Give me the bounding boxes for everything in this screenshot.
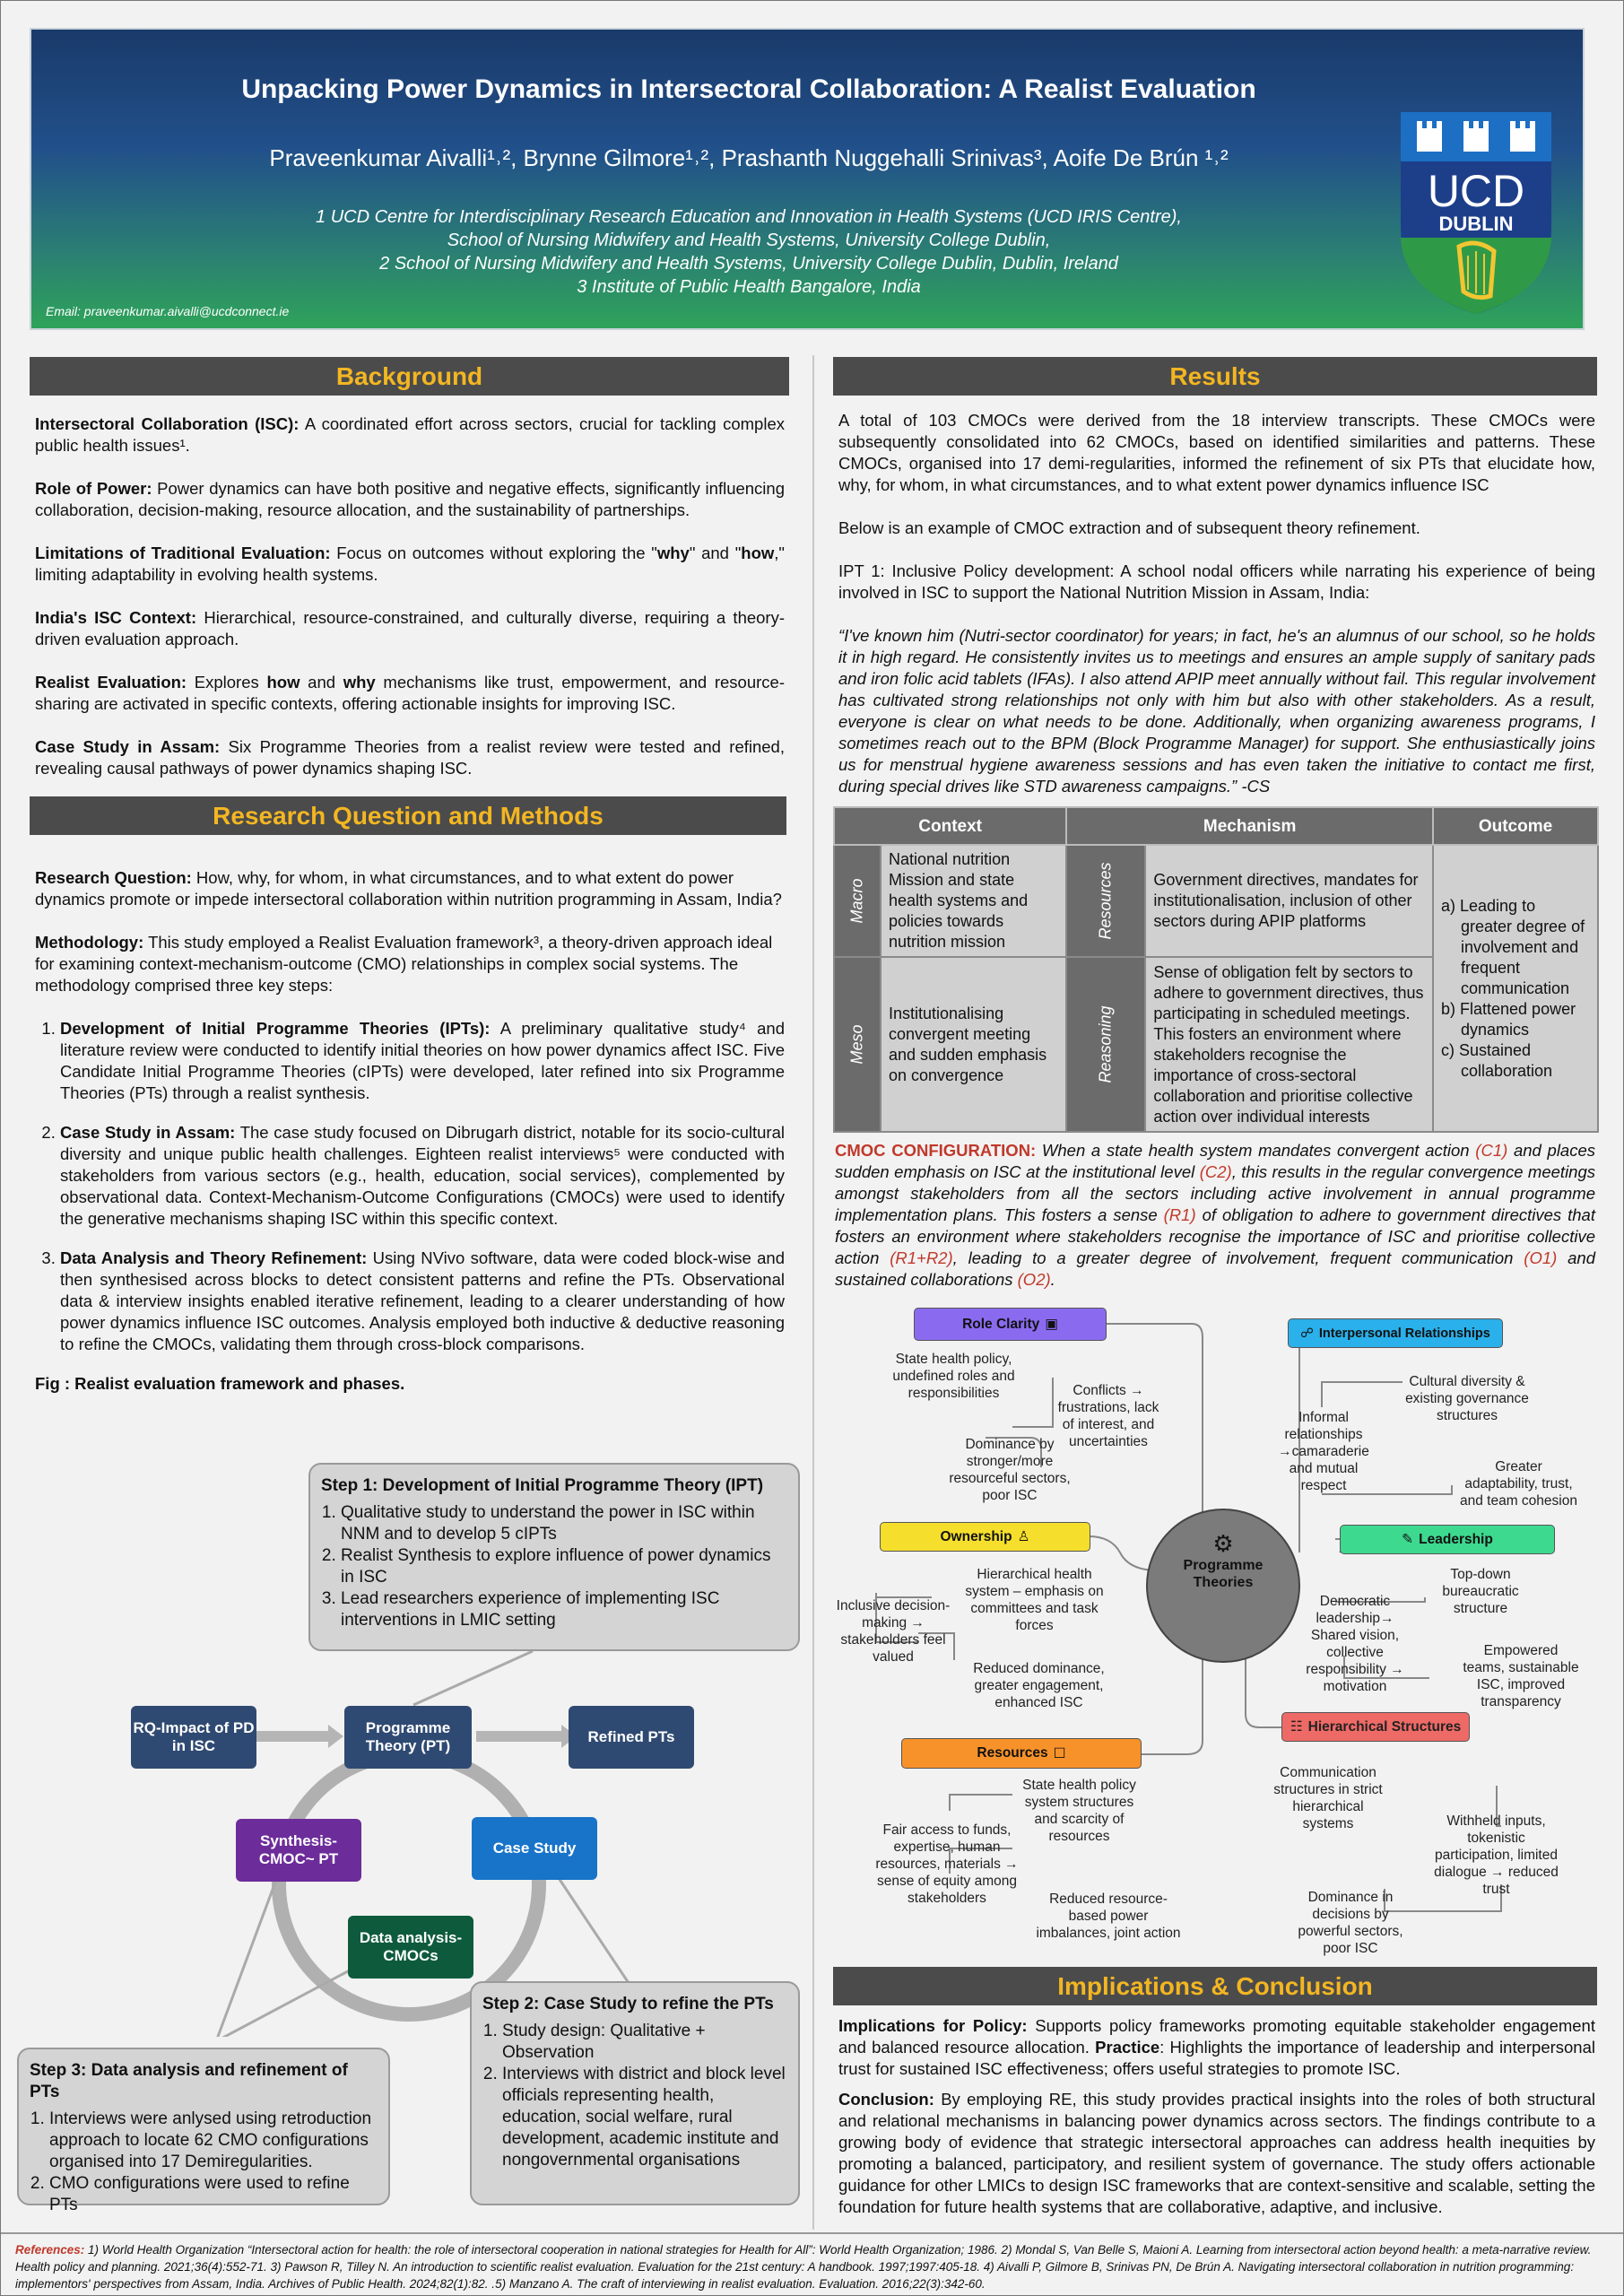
assam-label: Case Study in Assam: <box>35 737 221 756</box>
step1-box <box>308 1463 800 1651</box>
cmoc-text: of obligation to adhere to government directives that fosters an environment where stakeholders recognise the importance of ISC and prioritise collective action <box>835 1205 1595 1267</box>
step3-box <box>17 2048 390 2214</box>
step-3-text: Using NVivo software, data were coded block-wise and then synthesised across blocks to detect consistent patterns and refine the PTs. Observational data & interview insights enabled iterative refinement, leading to a clearer understanding of how power dynamics influence ISC outcomes. Analysis employed both inductive & deductive reasoning to refine the CMOCs, validating them through cross-block comparisons. <box>60 1248 785 1353</box>
rq-impact-node: RQ-Impact of PD in ISC <box>131 1706 256 1769</box>
reasoning-label: Reasoning <box>1096 1005 1115 1083</box>
step-2-text: The case study focused on Dibrugarh district, notable for its socio-cultural diversity and unique public health challenges. Eighteen realist interviews⁵ were conducted with stakeholders from various sectors (e.g., health, education, social services), complemented by observational data. Context-Mechanism-Outcome Configurations (CMOCs) were used to identify the generative mechanisms shaping ISC within this specific context. <box>60 1123 785 1228</box>
resources-label-pill: Resources <box>977 1745 1048 1761</box>
figure-caption: Fig : Realist evaluation framework and phases. <box>35 1374 405 1393</box>
interpersonal-pill <box>1288 1318 1503 1348</box>
realist-text-b: and <box>300 673 343 691</box>
quote-attribution: -CS <box>1237 777 1271 796</box>
own-note-c: Reduced dominance, greater engagement, enhanced ISC <box>973 1661 1105 1710</box>
outcome-item: a) Leading to greater degree of involvement and frequent communication <box>1441 896 1585 997</box>
people-icon: ♙ <box>1017 1529 1030 1544</box>
inter-link-a <box>1322 1382 1403 1407</box>
cmoc-c1: (C1) <box>1475 1141 1508 1160</box>
step2-item: 2. Interviews with district and block level officials representing health, education, social welfare, rural development, academic institute and nongovernmental organisations <box>502 2064 787 2171</box>
limits-how: how <box>741 544 775 562</box>
role-note-a: State health policy, undefined roles and responsibilities <box>892 1352 1015 1401</box>
res-note-c: Reduced resource-based power imbalances, joint action <box>1036 1892 1181 1941</box>
role-note-c: Dominance by stronger/more resourceful sectors, poor ISC <box>949 1437 1071 1503</box>
references-label: References: <box>15 2243 85 2257</box>
own-note-a: Hierarchical health system – emphasis on committees and task forces <box>965 1567 1104 1633</box>
role-clarity-pill <box>914 1308 1107 1341</box>
step2-item: 1. Study design: Qualitative + Observation <box>502 2021 787 2064</box>
affiliation-1: 1 UCD Centre for Interdisciplinary Research Education and Innovation in Health Systems (UCD IRIS Centre), <box>316 207 1182 227</box>
interpersonal-label: Interpersonal Relationships <box>1318 1326 1490 1341</box>
meso-label: Meso <box>847 1024 866 1065</box>
method-step-3 <box>60 1248 785 1355</box>
cmoc-text: and places sudden emphasis on ISC at the institutional level <box>835 1141 1596 1181</box>
step2-list <box>482 2021 787 2171</box>
results-heading: Results <box>833 357 1597 396</box>
india-label: India's ISC Context: <box>35 608 197 627</box>
methods-heading: Research Question and Methods <box>30 796 786 835</box>
conclusion-label: Conclusion: <box>838 2090 934 2109</box>
method-steps <box>35 1018 785 1355</box>
ipt1-intro: IPT 1: Inclusive Policy development: A school nodal officers while narrating his experience of being involved in ISC to support the National Nutrition Mission in Assam, India: <box>838 561 1595 602</box>
case-study-node: Case Study <box>472 1817 597 1880</box>
policy-text: Supports policy frameworks promoting equitable stakeholder engagement and balanced resource allocation. <box>838 2016 1595 2057</box>
meso-context: Institutionalising convergent meeting and sudden emphasis on convergence <box>881 957 1066 1132</box>
rq-text: How, why, for whom, in what circumstances, and to what extent do power dynamics promote or impede intersectoral collaboration within nutrition programming in Assam, India? <box>35 868 782 909</box>
lead-note-c: Empowered teams, sustainable ISC, improved transparency <box>1463 1643 1579 1709</box>
theories-icon: ⚙ <box>1212 1530 1234 1557</box>
meso-label-cell <box>834 957 881 1132</box>
programme-theory-node: Programme Theory (PT) <box>344 1706 472 1769</box>
poster-header <box>30 28 1585 330</box>
practice-text: : Highlights the importance of leadership and interpersonal trust for sustained ISC effectiveness; offers useful strategies to promote ISC. <box>838 2038 1595 2078</box>
cmoc-r1: (R1) <box>1163 1205 1196 1224</box>
step3-title: Step 3: Data analysis and refinement of PTs <box>30 2061 348 2101</box>
affiliation-3: 3 Institute of Public Health Bangalore, India <box>577 277 921 297</box>
affiliation-2: 2 School of Nursing Midwifery and Health Systems, University College Dublin, Dublin, Ireland <box>379 254 1118 274</box>
references <box>1 2232 1623 2295</box>
step3-item: 1. Interviews were anlysed using retroduction approach to locate 62 CMO configurations organised into 17 Demiregularities. <box>49 2109 378 2173</box>
id-card-icon: ▣ <box>1045 1317 1058 1332</box>
outcome-cell <box>1433 845 1598 1132</box>
macro-context: National nutrition Mission and state health systems and policies towards nutrition mission <box>881 845 1066 957</box>
step1-item: 3. Lead researchers experience of implementing ISC interventions in LMIC setting <box>341 1588 787 1631</box>
affiliations <box>31 205 1466 299</box>
realist-why: why <box>343 673 376 691</box>
step3-item: 2. CMO configurations were used to refine PTs <box>49 2173 378 2216</box>
method-step-1 <box>60 1018 785 1104</box>
methodology-text: This study employed a Realist Evaluation framework³, a theory-driven approach ideal for examining context-mechanism-outcome (CMO) relationships in complex social systems. The methodology comprised three key steps: <box>35 933 773 995</box>
reasoning-mechanism: Sense of obligation felt by sectors to adhere to government directives, thus participating in scheduled meetings. This fosters an environment where stakeholders recognise the importance of cross-sectoral collaboration and prioritise collective action over individual interests <box>1145 957 1433 1132</box>
poster-title: Unpacking Power Dynamics in Intersectoral Collaboration: A Realist Evaluation <box>241 74 1256 104</box>
power-label: Role of Power: <box>35 479 152 498</box>
realist-text-a: Explores <box>187 673 267 691</box>
res-note-b: Fair access to funds, expertise, human resources, materials → sense of equity among stakeholders <box>875 1822 1019 1906</box>
cmoc-o2: (O2) <box>1017 1270 1051 1289</box>
realist-label: Realist Evaluation: <box>35 673 187 691</box>
step1-item: 1. Qualitative study to understand the power in ISC within NNM and to develop 5 cIPTs <box>341 1502 787 1545</box>
assam-text: Six Programme Theories from a realist review were tested and refined, revealing causal pathways of power dynamics shaping ISC. <box>35 737 785 778</box>
cmoc-text: . <box>1050 1270 1055 1289</box>
macro-label-cell <box>834 845 881 957</box>
data-analysis-node: Data analysis- CMOCs <box>348 1916 473 1979</box>
cmoc-r1r2: (R1+R2) <box>890 1248 953 1267</box>
realist-text-c: mechanisms like trust, empowerment, and resource-sharing are activated in specific contexts, offering actionable insights for improving ISC. <box>35 673 785 713</box>
cmoc-label: CMOC CONFIGURATION: <box>835 1141 1037 1160</box>
hierarchical-pill <box>1281 1712 1470 1742</box>
cmoc-text: When a state health system mandates convergent action <box>1036 1141 1476 1160</box>
programme-theories-center <box>1158 1530 1289 1591</box>
email: Email: praveenkumar.aivalli@ucdconnect.ie <box>46 304 290 318</box>
hand-coins-icon: ☐ <box>1053 1745 1066 1761</box>
affiliation-1b: School of Nursing Midwifery and Health Systems, University College Dublin, <box>447 230 1051 250</box>
cmoc-text: and sustained collaborations <box>835 1248 1595 1289</box>
cmoc-o1: (O1) <box>1524 1248 1558 1267</box>
realist-how: how <box>266 673 300 691</box>
method-step-2 <box>60 1122 785 1230</box>
ucd-logo <box>1401 112 1551 314</box>
references-text: 1) World Health Organization “Intersectoral action for health: the role of intersectoral cooperation in national strategies for Health for All”: World Health Organization; 1986. 2) Mondal S, Van Belle S, Maioni A. Learning from intersectoral action beyond health: a meta-narrative review. Health policy and planning. 2021;36(4):552-71. 3) Pawson R, Tilley N. An introduction to scientific realist evaluation. Evaluation for the 21st century: A handbook. 1997;1997:405-18. 4) Aivalli P, Gilmore B, Srinivas PN, De Brún A. Navigating intersectoral collaboration in nutrition programming: implementors' perspectives from Assam, India. Archives of Public Health. 2024;82(1):82. .5) Manzano A. The craft of interviewing in realist evaluation. Evaluation. 2016;22(3):342-60. <box>15 2243 1592 2291</box>
line-step1 <box>413 1651 533 1705</box>
leadership-pill <box>1340 1525 1555 1554</box>
handshake-icon: ☍ <box>1300 1326 1314 1341</box>
implications-heading: Implications & Conclusion <box>833 1967 1597 2005</box>
hier-note-b: Withheld inputs, tokenistic participation, limited dialogue → reduced trust <box>1434 1813 1559 1897</box>
ownership-pill <box>880 1522 1090 1552</box>
limits-text-a: Focus on outcomes without exploring the " <box>330 544 657 562</box>
step2-box <box>470 1981 800 2205</box>
lead-note-a: Top-down bureaucratic structure <box>1442 1567 1519 1616</box>
cmoc-configuration <box>835 1140 1595 1291</box>
background-text <box>35 413 785 779</box>
role-clarity-label: Role Clarity <box>962 1316 1040 1332</box>
res-link-a <box>950 1795 1012 1811</box>
cmo-table <box>833 806 1599 1133</box>
practice-label: Practice <box>1095 2038 1160 2057</box>
cmoc-text: , leading to a greater degree of involvement, frequent communication <box>952 1248 1524 1267</box>
hierarchy-icon: ☷ <box>1290 1719 1303 1735</box>
limits-label: Limitations of Traditional Evaluation: <box>35 544 331 562</box>
limits-text-b: " and " <box>689 544 742 562</box>
interview-quote: “I've known him (Nutri-sector coordinator) for years; in fact, he's an alumnus of our school, so he holds it in high regard. He consistently invites us to meetings and ensures an ample supply of sanitary pads and iron folic acid tablets (IFAs). I also attend APIP meet annually without fail. This regular involvement has cultivated strong relationships not only with him but also with other stakeholders. As a result, everyone is clear on what needs to be done. Additionally, when organizing awareness programs, I sometimes reach out to the BPM (Block Programme Manager) for support. She enthusiastically joins us for menstrual hygiene awareness sessions and has even taken the initiative to contact me first, during special drives like STD awareness campaigns.” <box>838 626 1595 796</box>
results-text <box>838 410 1595 797</box>
macro-label: Macro <box>847 878 866 924</box>
india-text: Hierarchical, resource-constrained, and culturally diverse, requiring a theory-driven evaluation approach. <box>35 608 786 648</box>
hierarchical-label: Hierarchical Structures <box>1307 1718 1462 1735</box>
step3-list <box>30 2109 378 2216</box>
step1-list <box>321 1502 787 1631</box>
step1-title: Step 1: Development of Initial Programme Theory (IPT) <box>321 1476 764 1495</box>
logo-text-ucd: UCD <box>1427 166 1525 216</box>
authors: Praveenkumar Aivalli¹˒², Brynne Gilmore¹˒², Prashanth Nuggehalli Srinivas³, Aoife De Brún ¹˒² <box>269 144 1229 171</box>
outcome-header: Outcome <box>1433 807 1598 845</box>
power-text: Power dynamics can have both positive and negative effects, significantly influencing collaboration, decision-making, resource allocation, and the sustainability of partnerships. <box>35 479 785 519</box>
methods-text <box>35 867 785 1395</box>
logo-text-dublin: DUBLIN <box>1438 213 1514 235</box>
own-note-b: Inclusive decision-making → stakeholders feel valued <box>836 1598 951 1665</box>
cmoc-text: , this results in the regular convergence meetings amongst stakeholders from all the sectors including active involvement in annual programme implementation plans. This fosters a sense <box>835 1162 1596 1224</box>
outcome-item: b) Flattened power dynamics <box>1441 999 1576 1039</box>
synthesis-node: Synthesis- CMOC~ PT <box>236 1819 361 1882</box>
step-2-label: Case Study in Assam: <box>60 1123 236 1142</box>
inter-note-c: Greater adaptability, trust, and team cohesion <box>1460 1459 1577 1509</box>
arrowhead-rq-pt <box>328 1725 343 1748</box>
results-summary: A total of 103 CMOCs were derived from the 18 interview transcripts. These CMOCs were subsequently consolidated into 62 CMOCs, based on identified similarities and patterns. These CMOCs, organised into 17 demi-regularities, informed the refinement of six PTs that elucidate how, why, for whom, in what circumstances, and to what extent power dynamics influence ISC <box>838 411 1595 494</box>
resources-label-cell <box>1066 845 1145 957</box>
step2-title: Step 2: Case Study to refine the PTs <box>482 1995 774 2013</box>
limits-text-c: ," limiting adaptability in evolving health systems. <box>35 544 785 584</box>
isc-text: A coordinated effort across sectors, crucial for tackling complex public health issues¹. <box>35 414 785 455</box>
inter-note-b: Informal relationships →camaraderie and mutual respect <box>1278 1410 1369 1493</box>
conclusion-text: By employing RE, this study provides practical insights into the roles of both structural and relational mechanisms in balancing power dynamics across sectors. The findings contribute to a growing body of evidence that strategic intersectoral approaches can address health inequities by promoting a balanced, participatory, and resilient system of governance. The study offers actionable guidance for other LMICs to design ISC frameworks that are context-sensitive and scalable, setting the foundation for future health systems that are collaborative, adaptive, and inclusive. <box>838 2090 1595 2216</box>
inter-note-a: Cultural diversity & existing governance structures <box>1405 1374 1529 1423</box>
background-heading: Background <box>30 357 789 396</box>
step-3-label: Data Analysis and Theory Refinement: <box>60 1248 368 1267</box>
resources-label: Resources <box>1096 862 1115 940</box>
leader-icon: ✎ <box>1402 1532 1414 1547</box>
mechanism-header: Mechanism <box>1066 807 1433 845</box>
refined-pts-node: Refined PTs <box>569 1706 694 1769</box>
rq-label: Research Question: <box>35 868 192 887</box>
leadership-label: Leadership <box>1419 1531 1493 1547</box>
context-header: Context <box>834 807 1066 845</box>
policy-label: Implications for Policy: <box>838 2016 1028 2035</box>
cmoc-c2: (C2) <box>1199 1162 1232 1181</box>
isc-label: Intersectoral Collaboration (ISC): <box>35 414 300 433</box>
resources-pill <box>901 1738 1142 1769</box>
hier-note-a: Communication structures in strict hierarchical systems <box>1273 1765 1383 1831</box>
lead-note-b: Democratic leadership→ Shared vision, collective responsibility → motivation <box>1306 1594 1404 1694</box>
step-1-text: A preliminary qualitative study⁴ and literature review were conducted to identify initial theories on how power dynamics affect ISC. Five Candidate Initial Programme Theories (cIPTs) were developed, later refined into six Programme Theories (PTs) through a realist synthesis. <box>60 1019 785 1102</box>
methodology-label: Methodology: <box>35 933 144 952</box>
ownership-label: Ownership <box>940 1528 1012 1544</box>
results-example-intro: Below is an example of CMOC extraction and of subsequent theory refinement. <box>838 518 1420 537</box>
res-note-a: State health policy system structures and scarcity of resources <box>1022 1778 1136 1844</box>
column-divider <box>812 355 814 2230</box>
center-label: Programme Theories <box>1183 1558 1264 1590</box>
outcome-item: c) Sustained collaboration <box>1441 1040 1553 1080</box>
resources-mechanism: Government directives, mandates for institutionalisation, inclusion of other sectors during APIP platforms <box>1145 845 1433 957</box>
role-note-b: Conflicts → frustrations, lack of interest, and uncertainties <box>1057 1383 1159 1449</box>
branch-resources <box>1138 1642 1203 1754</box>
step1-item: 2. Realist Synthesis to explore influence of power dynamics in ISC <box>341 1545 787 1588</box>
hier-note-c: Dominance in decisions by powerful sectors, poor ISC <box>1298 1890 1403 1956</box>
implications-text <box>838 2015 1595 2218</box>
reasoning-label-cell <box>1066 957 1145 1132</box>
step-1-label: Development of Initial Programme Theories (IPTs): <box>60 1019 491 1038</box>
limits-why: why <box>656 544 690 562</box>
